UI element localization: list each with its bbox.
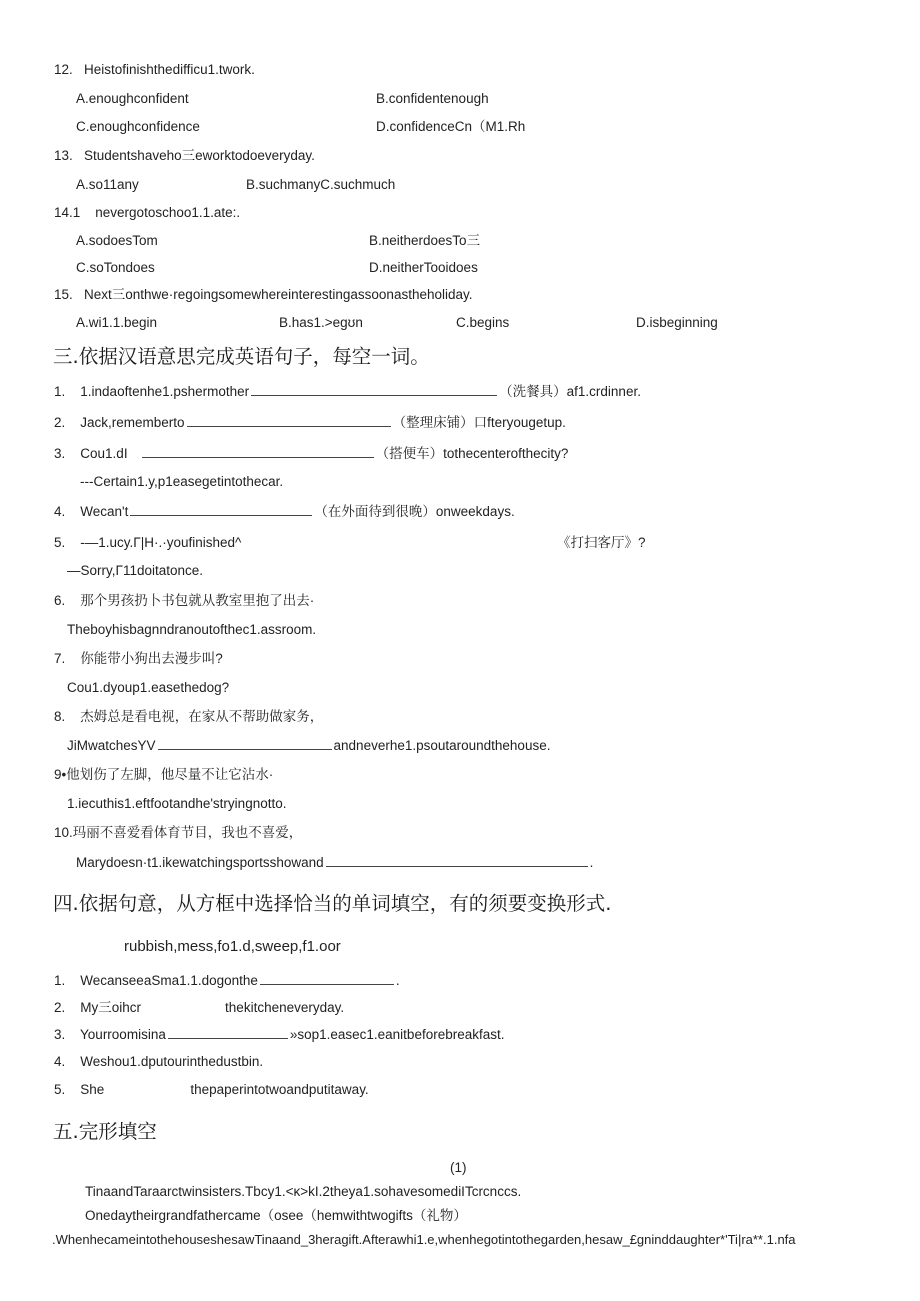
q12-option-d: D.confidenceCn（M1.Rh (376, 119, 526, 134)
item-text: Wecan't (80, 504, 129, 519)
answer-blank[interactable] (142, 445, 374, 458)
item-text: WecanseeaSma1.1.dogonthe (80, 973, 258, 988)
item-text-end: . (395, 973, 400, 988)
sec3-item-1 (54, 383, 641, 401)
item-text-end: andneverhe1.psoutaroundthehouse. (333, 738, 551, 753)
item-text-end: thepaperintotwoandputitaway. (190, 1082, 369, 1097)
item-text: My三oihcr (80, 1000, 142, 1015)
sec3-item-5-reply: —Sorry,Γ11doitatonce. (67, 563, 204, 578)
q14-option-c: C.soTondoes (76, 260, 155, 275)
sec4-item-3 (54, 1026, 505, 1044)
sec3-item-3-reply: ---Certain1.y,p1easegetintothecar. (80, 474, 284, 489)
q12-option-a: A.enoughconfident (76, 91, 189, 106)
sec3-item-6-english: Theboyhisbagnndranoutofthec1.assroom. (67, 622, 317, 637)
answer-blank[interactable] (251, 383, 497, 396)
passage-marker: (1) (450, 1160, 467, 1175)
item-hint: （整理床铺）口fteryougetup. (392, 415, 566, 430)
passage-line-1: TinaandTaraarctwinsisters.Tbcy1.<κ>kI.2theya1.sohavesomediITcrcnccs. (85, 1184, 522, 1199)
sec3-item-7-english: Cou1.dyoup1.easethedog? (67, 680, 230, 695)
sec3-item-3 (54, 445, 568, 463)
question-12-stem: 12. Heistofinishthedifficu1.twork. (54, 62, 255, 77)
item-number: 3. (54, 1027, 66, 1042)
item-hint: （在外面待到很晚）onweekdays. (314, 504, 515, 519)
sec3-item-9-chinese: 9•他划伤了左脚，他尽量不让它沾水· (54, 767, 274, 782)
answer-blank[interactable] (130, 503, 312, 516)
sec3-item-4 (54, 503, 515, 521)
q15-option-d: D.isbeginning (636, 315, 718, 330)
q15-option-b: B.has1.>egʊn (279, 315, 363, 330)
section-3-title: 三.依据汉语意思完成英语句子，每空一词。 (53, 345, 430, 368)
q12-option-b: B.confidentenough (376, 91, 489, 106)
q15-option-a: A.wi1.1.begin (76, 315, 158, 330)
sec3-item-10-chinese: 10.玛丽不喜爱看体育节目，我也不喜爱， (54, 825, 303, 840)
item-number: 3. (54, 446, 66, 461)
item-number: 5. (54, 1082, 66, 1097)
q13-option-bc: B.suchmanyC.suchmuch (246, 177, 396, 192)
item-number: 1. (54, 973, 66, 988)
item-number: 1. (54, 384, 66, 399)
sec3-item-5-hint: 《打扫客厅》? (557, 535, 646, 550)
item-text-end: . (589, 855, 594, 870)
sec3-item-8 (54, 708, 323, 726)
item-number: 8. (54, 709, 66, 724)
item-chinese: 杰姆总是看电视，在家从不帮助做家务， (80, 709, 324, 724)
sec4-item-4 (54, 1053, 263, 1071)
section-4-title: 四.依据句意，从方框中选择恰当的单词填空，有的须要变换形式. (53, 892, 612, 915)
question-14-stem: 14.1 nevergotoschoo1.1.ate:. (54, 205, 241, 220)
question-15-stem: 15. Next三onthwe·regoingsomewhereinterestingassoonastheholiday. (54, 287, 473, 302)
item-text: Cou1.dI (80, 446, 128, 461)
item-text: Weshou1.dputourinthedustbin. (80, 1054, 264, 1069)
sec3-item-6 (54, 592, 314, 610)
answer-blank[interactable] (158, 737, 332, 750)
section-5-title: 五.完形填空 (53, 1120, 157, 1143)
item-text: -—1.ucy.Γ|H·.·youfinished^ (80, 535, 242, 550)
item-text: She (80, 1082, 105, 1097)
item-text-end: thekitcheneveryday. (225, 1000, 345, 1015)
sec3-item-5 (54, 534, 241, 552)
item-hint: （搭便车）tothecenterofthecity? (375, 446, 569, 461)
answer-blank[interactable] (168, 1026, 288, 1039)
passage-line-3: .WhenhecameintothehouseshesawTinaand_3heragift.Afterawhi1.e,whenhegotintothegarden,hesaw_£gninddaughter*'Ti|ra**.1.nfa (52, 1232, 796, 1247)
sec3-item-2 (54, 414, 566, 432)
question-13-stem: 13. Studentshaveho三eworktodoeveryday. (54, 148, 315, 163)
item-number: 6. (54, 593, 66, 608)
sec3-item-7 (54, 650, 223, 668)
item-text: 1.indaoftenhe1.pshermother (80, 384, 250, 399)
sec4-item-1 (54, 972, 400, 990)
word-box: rubbish,mess,fo1.d,sweep,f1.oor (124, 938, 341, 955)
sec3-item-9-english: 1.iecuthis1.eftfootandhe'stryingnotto. (67, 796, 287, 811)
item-number: 2. (54, 415, 66, 430)
item-number: 2. (54, 1000, 66, 1015)
item-text: JiMwatchesYV (67, 738, 156, 753)
item-text-end: »sop1.easec1.eanitbeforebreakfast. (289, 1027, 505, 1042)
item-text: Yourroomisina (80, 1027, 166, 1042)
answer-blank[interactable] (260, 972, 394, 985)
item-chinese: 你能带小狗出去漫步叫? (80, 651, 223, 666)
q15-option-c: C.begins (456, 315, 510, 330)
q14-option-a: A.sodoesTom (76, 233, 158, 248)
item-number: 4. (54, 504, 66, 519)
item-number: 4. (54, 1054, 66, 1069)
item-chinese: 那个男孩扔卜书包就从教室里抱了出去· (80, 593, 315, 608)
item-number: 7. (54, 651, 66, 666)
q14-option-d: D.neitherTooidoes (369, 260, 478, 275)
item-number: 5. (54, 535, 66, 550)
answer-blank[interactable] (326, 854, 588, 867)
sec3-item-10-english (76, 854, 593, 872)
sec4-item-5 (54, 1081, 369, 1099)
q14-option-b: B.neitherdoesTo三 (369, 233, 481, 248)
q12-option-c: C.enoughconfidence (76, 119, 200, 134)
sec3-item-8-english (67, 737, 550, 755)
sec4-item-2 (54, 999, 344, 1017)
item-text: Marydoesn·t1.ikewatchingsportsshowand (76, 855, 324, 870)
q13-option-a: A.so11any (76, 177, 139, 192)
item-hint: （洗餐具）af1.crdinner. (499, 384, 641, 399)
answer-blank[interactable] (187, 414, 391, 427)
passage-line-2: Onedaytheirgrandfathercame（osee（hemwithtwogifts（礼物） (85, 1208, 467, 1223)
item-text: Jack,rememberto (80, 415, 185, 430)
